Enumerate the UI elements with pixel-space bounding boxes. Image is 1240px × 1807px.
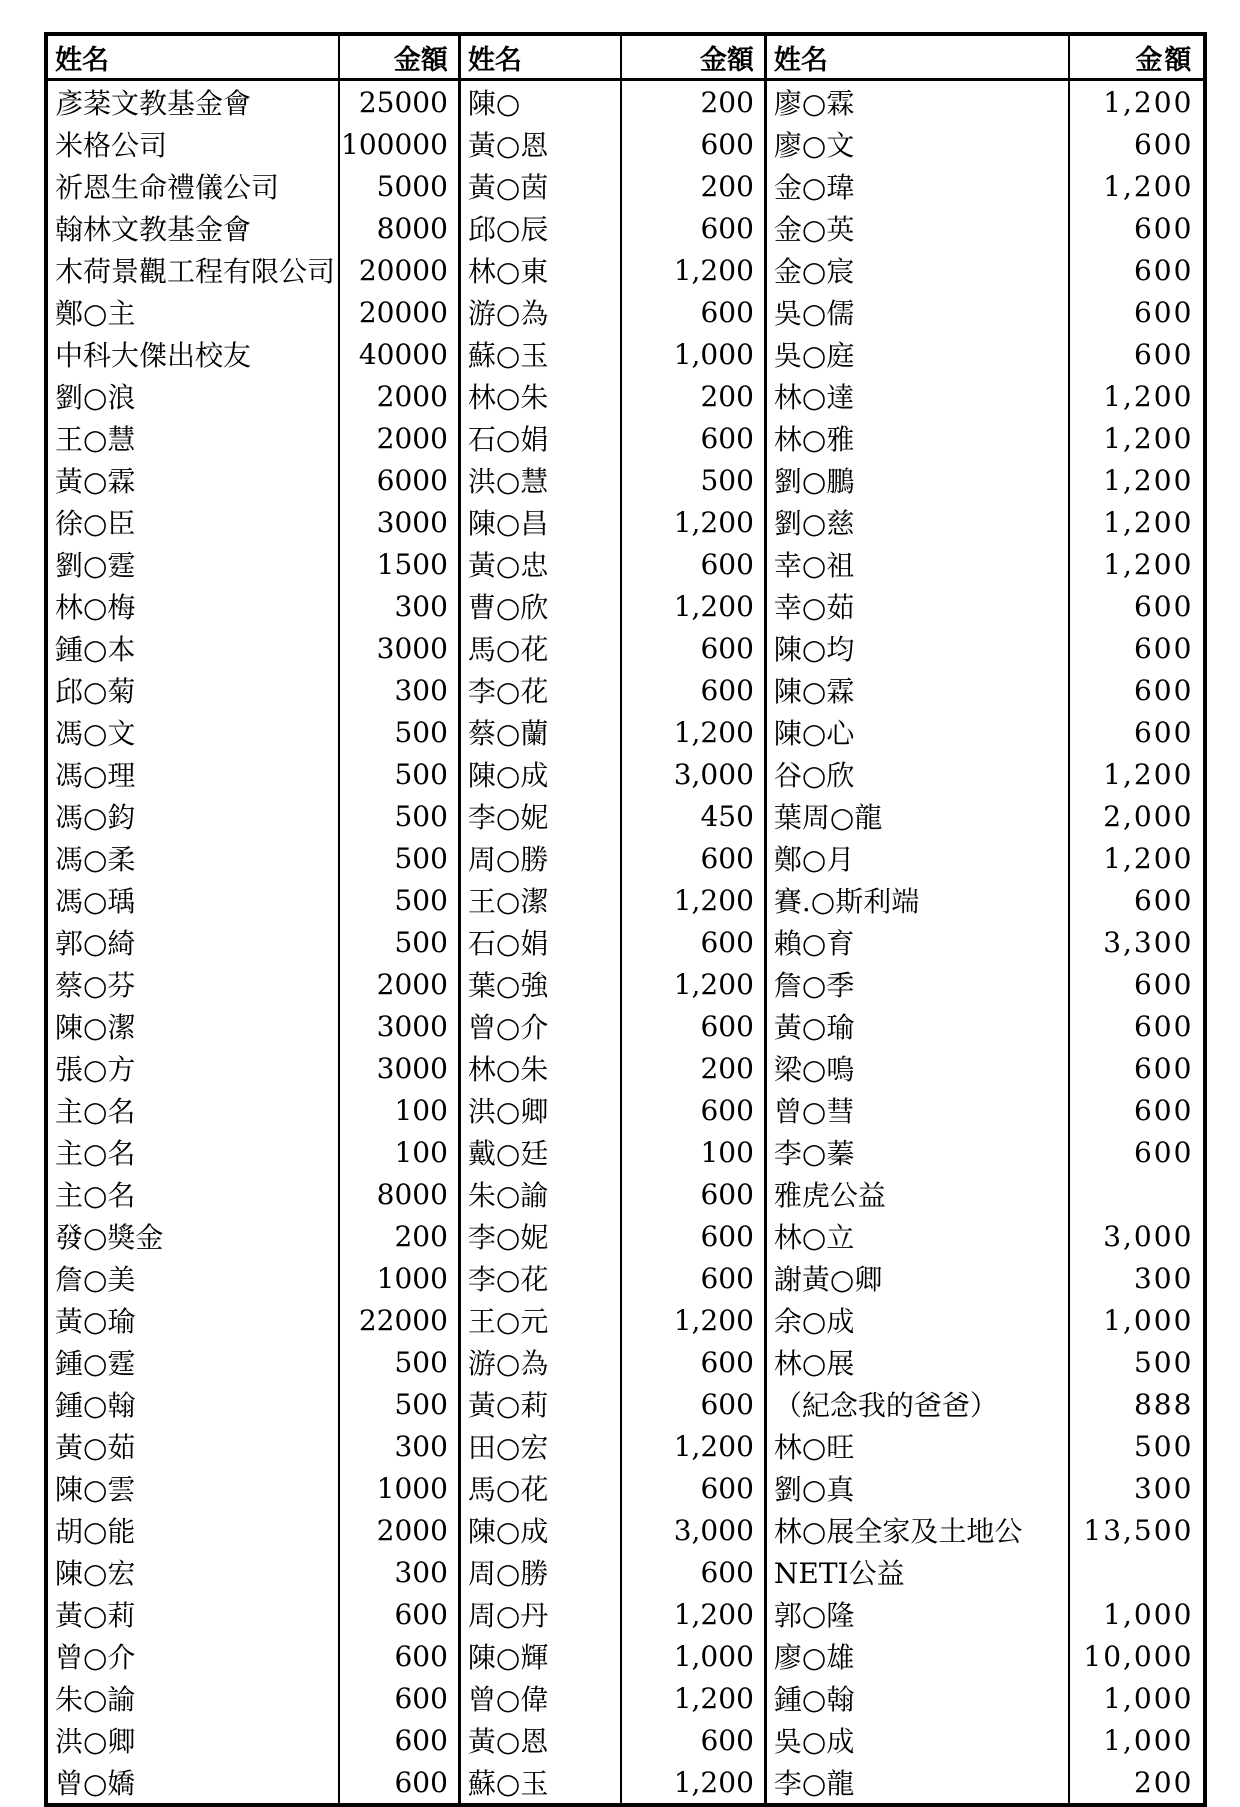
donor-name-cell: 鍾○翰 xyxy=(55,1389,136,1422)
amount-cell: 1,200 xyxy=(1069,375,1205,417)
amount-cell: 8000 xyxy=(339,1173,459,1215)
amount-cell: 600 xyxy=(1069,963,1205,1005)
donor-name-cell: 鄭○主 xyxy=(55,297,136,330)
donor-name-cell: 詹○季 xyxy=(765,963,1069,1005)
amount-cell: 600 xyxy=(1069,249,1205,291)
amount-cell: 600 xyxy=(339,1719,459,1761)
amount-cell: 600 xyxy=(1069,1047,1205,1089)
amount-cell: 300 xyxy=(339,1425,459,1467)
donor-name-cell: 郭○綺 xyxy=(55,927,136,960)
donor-name-cell: 幸○祖 xyxy=(765,543,1069,585)
donor-name-cell: 黃○恩 xyxy=(459,123,621,165)
donor-name-cell: 陳○成 xyxy=(459,1509,621,1551)
donor-name-cell: 游○為 xyxy=(459,1341,621,1383)
donor-name-cell: 劉○霆 xyxy=(55,549,136,582)
donor-name-cell: 王○元 xyxy=(459,1299,621,1341)
donor-name-cell: 李○花 xyxy=(459,669,621,711)
donor-name-cell: 廖○文 xyxy=(765,123,1069,165)
donor-name-cell: 陳○均 xyxy=(765,627,1069,669)
amount-cell: 200 xyxy=(621,165,765,207)
amount-cell: 600 xyxy=(621,1215,765,1257)
donor-name-cell: 馬○花 xyxy=(459,627,621,669)
table-row xyxy=(46,1551,1205,1593)
table-row xyxy=(46,1173,1205,1215)
amount-cell: 600 xyxy=(339,1593,459,1635)
amount-cell: 1,200 xyxy=(621,1761,765,1805)
amount-cell: 3000 xyxy=(339,1047,459,1089)
amount-cell: 1,200 xyxy=(621,963,765,1005)
amount-cell: 13,500 xyxy=(1069,1509,1205,1551)
amount-cell: 600 xyxy=(621,1383,765,1425)
donor-name-cell: 鍾○翰 xyxy=(765,1677,1069,1719)
table-row xyxy=(46,669,1205,711)
table-row xyxy=(46,375,1205,417)
donor-name-cell: 黃○莉 xyxy=(459,1383,621,1425)
donor-name-cell: （紀念我的爸爸） xyxy=(765,1383,1069,1425)
amount-cell: 500 xyxy=(339,1383,459,1425)
amount-cell: 1,200 xyxy=(621,879,765,921)
amount-cell: 600 xyxy=(1069,207,1205,249)
donor-name-cell: 林○東 xyxy=(459,249,621,291)
donor-name-cell: 周○勝 xyxy=(459,837,621,879)
donor-name-cell: 林○達 xyxy=(765,375,1069,417)
donor-name-cell: 中科大傑出校友 xyxy=(55,339,252,372)
donor-name-cell: 李○花 xyxy=(459,1257,621,1299)
donor-name-cell: 詹○美 xyxy=(55,1263,136,1296)
table-row xyxy=(46,80,1205,124)
donor-name-cell: 米格公司 xyxy=(55,129,168,162)
donor-name-cell: 胡○能 xyxy=(55,1515,136,1548)
amount-cell: 1,200 xyxy=(621,585,765,627)
amount-cell: 600 xyxy=(621,1341,765,1383)
table-row xyxy=(46,879,1205,921)
amount-cell: 200 xyxy=(621,1047,765,1089)
table-row xyxy=(46,1005,1205,1047)
donor-name-cell: 木荷景觀工程有限公司 xyxy=(55,255,336,288)
table-row xyxy=(46,123,1205,165)
donor-name-cell: 陳○潔 xyxy=(55,1011,136,1044)
donor-name-cell: 黃○茹 xyxy=(55,1431,136,1464)
header-row xyxy=(46,34,1205,80)
amount-cell: 100000 xyxy=(339,123,459,165)
amount-cell: 600 xyxy=(621,207,765,249)
amount-cell: 600 xyxy=(1069,1005,1205,1047)
amount-cell: 40000 xyxy=(339,333,459,375)
amount-cell: 1,200 xyxy=(1069,417,1205,459)
amount-cell: 200 xyxy=(339,1215,459,1257)
donor-name-cell: 梁○鳴 xyxy=(765,1047,1069,1089)
donor-name-cell: 陳○ xyxy=(459,80,621,124)
donor-name-cell: 黃○茵 xyxy=(459,165,621,207)
donor-name-cell: 祈恩生命禮儀公司 xyxy=(55,171,280,204)
donor-name-cell: 洪○卿 xyxy=(55,1725,136,1758)
amount-cell: 1,000 xyxy=(1069,1593,1205,1635)
amount-cell: 600 xyxy=(621,1173,765,1215)
donor-name-cell: 鍾○霆 xyxy=(55,1347,136,1380)
donor-name-cell: 馮○鈞 xyxy=(55,801,136,834)
amount-cell: 1,200 xyxy=(621,711,765,753)
table-row xyxy=(46,627,1205,669)
donor-name-cell: 吳○成 xyxy=(765,1719,1069,1761)
table-row xyxy=(46,1467,1205,1509)
amount-cell: 300 xyxy=(339,585,459,627)
donor-name-cell: 翰林文教基金會 xyxy=(55,213,252,246)
table-row xyxy=(46,501,1205,543)
amount-cell: 3000 xyxy=(339,1005,459,1047)
amount-cell: 600 xyxy=(1069,627,1205,669)
amount-cell: 600 xyxy=(1069,1089,1205,1131)
amount-cell: 2000 xyxy=(339,1509,459,1551)
table-row xyxy=(46,1677,1205,1719)
amount-cell: 600 xyxy=(621,1089,765,1131)
amount-cell: 1,000 xyxy=(621,1635,765,1677)
amount-cell: 600 xyxy=(1069,333,1205,375)
amount-cell: 600 xyxy=(621,291,765,333)
table-row xyxy=(46,753,1205,795)
donor-name-cell: 劉○浪 xyxy=(55,381,136,414)
amount-cell: 450 xyxy=(621,795,765,837)
table-row xyxy=(46,1593,1205,1635)
amount-cell: 20000 xyxy=(339,291,459,333)
amount-cell: 1500 xyxy=(339,543,459,585)
donor-name-cell: 林○朱 xyxy=(459,375,621,417)
amount-cell: 1,200 xyxy=(621,1593,765,1635)
donor-name-cell: 李○妮 xyxy=(459,1215,621,1257)
donor-name-cell: 黃○霖 xyxy=(55,465,136,498)
amount-cell: 5000 xyxy=(339,165,459,207)
table-row xyxy=(46,963,1205,1005)
table-row xyxy=(46,1299,1205,1341)
amount-cell: 10,000 xyxy=(1069,1635,1205,1677)
amount-cell: 600 xyxy=(1069,669,1205,711)
amount-cell: 3,000 xyxy=(1069,1215,1205,1257)
donor-name-cell: 游○為 xyxy=(459,291,621,333)
table-row xyxy=(46,1215,1205,1257)
donor-name-cell: 馬○花 xyxy=(459,1467,621,1509)
amount-cell: 1000 xyxy=(339,1467,459,1509)
table-row xyxy=(46,1047,1205,1089)
amount-cell: 600 xyxy=(621,1551,765,1593)
table-row xyxy=(46,921,1205,963)
amount-cell: 500 xyxy=(1069,1425,1205,1467)
amount-cell: 1,200 xyxy=(621,1677,765,1719)
amount-cell: 200 xyxy=(1069,1761,1205,1805)
amount-cell: 888 xyxy=(1069,1383,1205,1425)
donor-name-cell: 馮○文 xyxy=(55,717,136,750)
donor-name-cell: 陳○成 xyxy=(459,753,621,795)
donor-name-cell: 周○勝 xyxy=(459,1551,621,1593)
header-amount-col1: 金額 xyxy=(339,34,459,80)
donor-name-cell: 雅虎公益 xyxy=(765,1173,1069,1215)
donation-table-body xyxy=(46,80,1205,1806)
amount-cell: 1,200 xyxy=(621,1425,765,1467)
amount-cell: 100 xyxy=(621,1131,765,1173)
table-row xyxy=(46,711,1205,753)
amount-cell: 1000 xyxy=(339,1257,459,1299)
amount-cell: 1,000 xyxy=(1069,1719,1205,1761)
amount-cell: 600 xyxy=(339,1761,459,1805)
amount-cell: 600 xyxy=(1069,711,1205,753)
donor-name-cell: 鄭○月 xyxy=(765,837,1069,879)
donor-name-cell: 洪○卿 xyxy=(459,1089,621,1131)
donor-name-cell: 葉周○龍 xyxy=(765,795,1069,837)
donor-name-cell: 林○旺 xyxy=(765,1425,1069,1467)
amount-cell: 500 xyxy=(339,879,459,921)
donor-name-cell: 賽.○斯利端 xyxy=(765,879,1069,921)
donor-name-cell: 林○立 xyxy=(765,1215,1069,1257)
amount-cell: 600 xyxy=(621,543,765,585)
donor-name-cell: 余○成 xyxy=(765,1299,1069,1341)
table-row xyxy=(46,1257,1205,1299)
donor-name-cell: 金○宸 xyxy=(765,249,1069,291)
donor-name-cell: 田○宏 xyxy=(459,1425,621,1467)
donor-name-cell: 劉○真 xyxy=(765,1467,1069,1509)
amount-cell: 2000 xyxy=(339,375,459,417)
donor-name-cell: 馮○瑀 xyxy=(55,885,136,918)
amount-cell: 8000 xyxy=(339,207,459,249)
amount-cell: 600 xyxy=(621,123,765,165)
amount-cell: 300 xyxy=(1069,1257,1205,1299)
donor-name-cell: 林○梅 xyxy=(55,591,136,624)
header-amount-col3: 金額 xyxy=(1069,34,1205,80)
amount-cell: 600 xyxy=(621,1467,765,1509)
amount-cell: 1,200 xyxy=(621,249,765,291)
table-row xyxy=(46,1719,1205,1761)
table-row xyxy=(46,165,1205,207)
table-row xyxy=(46,837,1205,879)
donor-name-cell: 葉○強 xyxy=(459,963,621,1005)
amount-cell: 2,000 xyxy=(1069,795,1205,837)
amount-cell: 600 xyxy=(621,627,765,669)
amount-cell: 600 xyxy=(1069,585,1205,627)
donor-name-cell: 陳○霖 xyxy=(765,669,1069,711)
amount-cell: 3,000 xyxy=(621,753,765,795)
donor-name-cell: 曾○嬌 xyxy=(55,1767,136,1800)
amount-cell: 300 xyxy=(339,1551,459,1593)
donor-name-cell: 蔡○蘭 xyxy=(459,711,621,753)
amount-cell: 500 xyxy=(339,753,459,795)
donor-name-cell: 曾○介 xyxy=(459,1005,621,1047)
amount-cell: 6000 xyxy=(339,459,459,501)
table-row xyxy=(46,1383,1205,1425)
donor-name-cell: 李○妮 xyxy=(459,795,621,837)
table-row xyxy=(46,1761,1205,1805)
donor-name-cell: 洪○慧 xyxy=(459,459,621,501)
donor-name-cell: 陳○輝 xyxy=(459,1635,621,1677)
amount-cell: 1,200 xyxy=(1069,837,1205,879)
amount-cell: 600 xyxy=(621,669,765,711)
amount-cell xyxy=(1069,1551,1205,1593)
donor-name-cell: 賴○育 xyxy=(765,921,1069,963)
donor-name-cell: 馮○理 xyxy=(55,759,136,792)
donation-ledger-page xyxy=(44,32,1207,1807)
donor-name-cell: 黃○恩 xyxy=(459,1719,621,1761)
amount-cell: 100 xyxy=(339,1089,459,1131)
amount-cell: 2000 xyxy=(339,417,459,459)
amount-cell: 600 xyxy=(621,1257,765,1299)
donor-name-cell: 主○名 xyxy=(55,1179,136,1212)
amount-cell: 1,200 xyxy=(1069,165,1205,207)
table-row xyxy=(46,249,1205,291)
donor-name-cell: 谷○欣 xyxy=(765,753,1069,795)
table-row xyxy=(46,207,1205,249)
table-row xyxy=(46,417,1205,459)
amount-cell xyxy=(1069,1173,1205,1215)
donor-name-cell: 吳○庭 xyxy=(765,333,1069,375)
amount-cell: 600 xyxy=(1069,1131,1205,1173)
donor-name-cell: 曹○欣 xyxy=(459,585,621,627)
donor-name-cell: 黃○瑜 xyxy=(765,1005,1069,1047)
amount-cell: 600 xyxy=(621,921,765,963)
donor-name-cell: 曾○介 xyxy=(55,1641,136,1674)
amount-cell: 600 xyxy=(621,1005,765,1047)
donor-name-cell: 李○龍 xyxy=(765,1761,1069,1805)
amount-cell: 1,200 xyxy=(1069,753,1205,795)
donor-name-cell: 張○方 xyxy=(55,1053,136,1086)
amount-cell: 300 xyxy=(1069,1467,1205,1509)
amount-cell: 20000 xyxy=(339,249,459,291)
donor-name-cell: NETI公益 xyxy=(765,1551,1069,1593)
donor-name-cell: 主○名 xyxy=(55,1095,136,1128)
donor-name-cell: 林○展全家及土地公 xyxy=(765,1509,1069,1551)
donor-name-cell: 林○展 xyxy=(765,1341,1069,1383)
amount-cell: 600 xyxy=(621,1719,765,1761)
amount-cell: 300 xyxy=(339,669,459,711)
amount-cell: 500 xyxy=(339,795,459,837)
donor-name-cell: 蔡○芬 xyxy=(55,969,136,1002)
donor-name-cell: 黃○瑜 xyxy=(55,1305,136,1338)
donor-name-cell: 蘇○玉 xyxy=(459,333,621,375)
donor-name-cell: 黃○莉 xyxy=(55,1599,136,1632)
donor-name-cell: 邱○菊 xyxy=(55,675,136,708)
table-row xyxy=(46,333,1205,375)
amount-cell: 22000 xyxy=(339,1299,459,1341)
amount-cell: 1,200 xyxy=(1069,501,1205,543)
amount-cell: 100 xyxy=(339,1131,459,1173)
donor-name-cell: 朱○諭 xyxy=(55,1683,136,1716)
donor-name-cell: 李○蓁 xyxy=(765,1131,1069,1173)
donor-name-cell: 邱○辰 xyxy=(459,207,621,249)
donor-name-cell: 陳○雲 xyxy=(55,1473,136,1506)
donor-name-cell: 石○娟 xyxy=(459,921,621,963)
amount-cell: 25000 xyxy=(339,80,459,124)
amount-cell: 1,200 xyxy=(621,1299,765,1341)
donor-name-cell: 王○慧 xyxy=(55,423,136,456)
table-row xyxy=(46,1089,1205,1131)
amount-cell: 200 xyxy=(621,80,765,124)
header-name-col1: 姓名 xyxy=(46,34,339,80)
table-row xyxy=(46,291,1205,333)
amount-cell: 600 xyxy=(339,1677,459,1719)
table-row xyxy=(46,1509,1205,1551)
donor-name-cell: 吳○儒 xyxy=(765,291,1069,333)
donor-name-cell: 幸○茹 xyxy=(765,585,1069,627)
amount-cell: 600 xyxy=(339,1635,459,1677)
amount-cell: 600 xyxy=(1069,879,1205,921)
donor-name-cell: 石○娟 xyxy=(459,417,621,459)
amount-cell: 1,000 xyxy=(1069,1677,1205,1719)
donor-name-cell: 廖○雄 xyxy=(765,1635,1069,1677)
donor-name-cell: 陳○昌 xyxy=(459,501,621,543)
amount-cell: 500 xyxy=(339,921,459,963)
amount-cell: 1,000 xyxy=(1069,1299,1205,1341)
amount-cell: 1,200 xyxy=(1069,80,1205,124)
amount-cell: 600 xyxy=(1069,291,1205,333)
amount-cell: 3,000 xyxy=(621,1509,765,1551)
amount-cell: 1,000 xyxy=(621,333,765,375)
donor-name-cell: 主○名 xyxy=(55,1137,136,1170)
table-row xyxy=(46,1425,1205,1467)
table-row xyxy=(46,459,1205,501)
donor-name-cell: 金○英 xyxy=(765,207,1069,249)
donor-name-cell: 林○朱 xyxy=(459,1047,621,1089)
donor-name-cell: 陳○心 xyxy=(765,711,1069,753)
amount-cell: 200 xyxy=(621,375,765,417)
donor-name-cell: 馮○柔 xyxy=(55,843,136,876)
amount-cell: 600 xyxy=(621,417,765,459)
donor-name-cell: 曾○彗 xyxy=(765,1089,1069,1131)
donor-name-cell: 鍾○本 xyxy=(55,633,136,666)
header-name-col3: 姓名 xyxy=(765,34,1069,80)
table-row xyxy=(46,585,1205,627)
donation-table xyxy=(44,32,1207,1807)
header-amount-col2: 金額 xyxy=(621,34,765,80)
donor-name-cell: 朱○諭 xyxy=(459,1173,621,1215)
table-row xyxy=(46,1341,1205,1383)
donor-name-cell: 王○潔 xyxy=(459,879,621,921)
donor-name-cell: 廖○霖 xyxy=(765,80,1069,124)
donor-name-cell: 金○瑋 xyxy=(765,165,1069,207)
donor-name-cell: 陳○宏 xyxy=(55,1557,136,1590)
amount-cell: 3000 xyxy=(339,501,459,543)
table-row xyxy=(46,543,1205,585)
donor-name-cell: 劉○慈 xyxy=(765,501,1069,543)
donor-name-cell: 發○獎金 xyxy=(55,1221,164,1254)
amount-cell: 1,200 xyxy=(621,501,765,543)
donor-name-cell: 彥棻文教基金會 xyxy=(55,87,252,120)
amount-cell: 3,300 xyxy=(1069,921,1205,963)
amount-cell: 500 xyxy=(339,711,459,753)
amount-cell: 3000 xyxy=(339,627,459,669)
amount-cell: 500 xyxy=(1069,1341,1205,1383)
donor-name-cell: 謝黃○卿 xyxy=(765,1257,1069,1299)
amount-cell: 500 xyxy=(339,1341,459,1383)
donor-name-cell: 劉○鵬 xyxy=(765,459,1069,501)
donor-name-cell: 林○雅 xyxy=(765,417,1069,459)
donor-name-cell: 黃○忠 xyxy=(459,543,621,585)
amount-cell: 600 xyxy=(621,837,765,879)
donor-name-cell: 蘇○玉 xyxy=(459,1761,621,1805)
table-row xyxy=(46,1131,1205,1173)
amount-cell: 1,200 xyxy=(1069,459,1205,501)
amount-cell: 500 xyxy=(339,837,459,879)
table-row xyxy=(46,1635,1205,1677)
donor-name-cell: 徐○臣 xyxy=(55,507,136,540)
donor-name-cell: 郭○隆 xyxy=(765,1593,1069,1635)
amount-cell: 2000 xyxy=(339,963,459,1005)
amount-cell: 1,200 xyxy=(1069,543,1205,585)
header-name-col2: 姓名 xyxy=(459,34,621,80)
table-row xyxy=(46,795,1205,837)
donor-name-cell: 戴○廷 xyxy=(459,1131,621,1173)
amount-cell: 600 xyxy=(1069,123,1205,165)
donor-name-cell: 曾○偉 xyxy=(459,1677,621,1719)
amount-cell: 500 xyxy=(621,459,765,501)
donor-name-cell: 周○丹 xyxy=(459,1593,621,1635)
